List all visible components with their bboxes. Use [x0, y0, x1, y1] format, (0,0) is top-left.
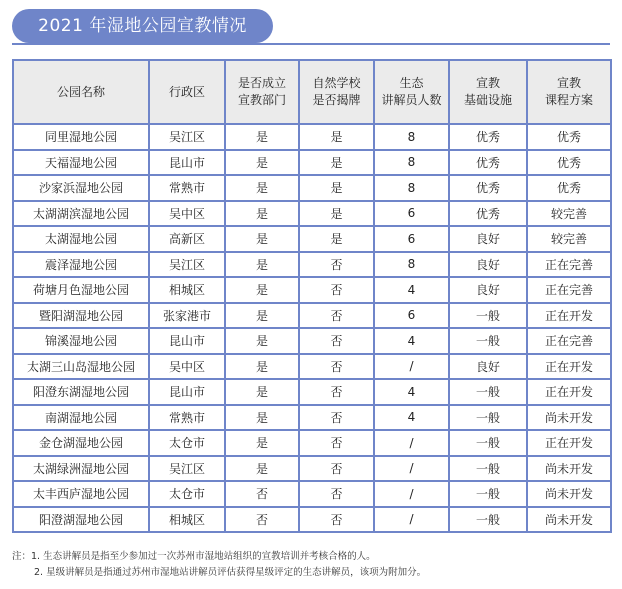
table-cell: 优秀	[449, 175, 527, 201]
table-cell: 否	[299, 277, 374, 303]
table-cell: 太仓市	[149, 481, 225, 507]
column-header-line: 自然学校	[312, 76, 361, 90]
table-cell: 良好	[449, 354, 527, 380]
table-cell: 6	[374, 201, 449, 227]
table-cell: 否	[299, 456, 374, 482]
table-row	[13, 507, 611, 533]
table-cell: 4	[374, 405, 449, 431]
column-header	[299, 60, 374, 124]
table-cell: 优秀	[449, 150, 527, 176]
column-header-line: 是否成立	[237, 76, 286, 90]
table-cell: 沙家浜湿地公园	[13, 175, 149, 201]
table-cell: 吴江区	[149, 456, 225, 482]
table-cell: 昆山市	[149, 379, 225, 405]
column-header	[527, 60, 611, 124]
table-cell: 正在开发	[527, 303, 611, 329]
table-cell: 否	[225, 481, 299, 507]
table-cell: 是	[225, 405, 299, 431]
table-cell: 太仓市	[149, 430, 225, 456]
title-underline	[12, 43, 610, 45]
table-row	[13, 354, 611, 380]
table-cell: 金仓湖湿地公园	[13, 430, 149, 456]
table-cell: 正在完善	[527, 277, 611, 303]
table-cell: 否	[299, 354, 374, 380]
table-cell: 太湖三山岛湿地公园	[13, 354, 149, 380]
table-cell: 吴中区	[149, 201, 225, 227]
column-header	[374, 60, 449, 124]
table-cell: 优秀	[527, 124, 611, 150]
table-cell: 是	[299, 124, 374, 150]
table-cell: 正在开发	[527, 379, 611, 405]
table-cell: 一般	[449, 405, 527, 431]
table-row	[13, 277, 611, 303]
table-cell: 优秀	[527, 150, 611, 176]
table-cell: /	[374, 456, 449, 482]
column-header-line: 宣教	[475, 76, 500, 90]
table-cell: 良好	[449, 226, 527, 252]
table-cell: 常熟市	[149, 175, 225, 201]
table-row	[13, 201, 611, 227]
table-cell: 4	[374, 277, 449, 303]
table-cell: 太丰西庐湿地公园	[13, 481, 149, 507]
table-cell: 昆山市	[149, 328, 225, 354]
table-cell: 暨阳湖湿地公园	[13, 303, 149, 329]
table-cell: 较完善	[527, 201, 611, 227]
column-header-line: 生态	[399, 76, 424, 90]
table-cell: /	[374, 430, 449, 456]
table-cell: 一般	[449, 328, 527, 354]
table-cell: 尚未开发	[527, 507, 611, 533]
column-header-line: 讲解员人数	[381, 93, 442, 107]
table-row	[13, 379, 611, 405]
table-cell: 8	[374, 150, 449, 176]
table-cell: 荷塘月色湿地公园	[13, 277, 149, 303]
table-cell: 较完善	[527, 226, 611, 252]
table-cell: 良好	[449, 277, 527, 303]
table-cell: 锦溪湿地公园	[13, 328, 149, 354]
table-cell: 是	[225, 328, 299, 354]
footnote-1: 注：1. 生态讲解员是指至少参加过一次苏州市湿地站组织的宣教培训并考核合格的人。	[12, 551, 376, 562]
table-cell: 是	[225, 124, 299, 150]
column-header	[13, 60, 149, 124]
column-header-line: 行政区	[168, 84, 205, 99]
table-cell: 阳澄东湖湿地公园	[13, 379, 149, 405]
table-cell: 否	[299, 252, 374, 278]
table-row	[13, 303, 611, 329]
column-header-line: 是否揭牌	[312, 93, 361, 107]
table-cell: 否	[299, 328, 374, 354]
table-cell: 昆山市	[149, 150, 225, 176]
table-cell: 是	[225, 226, 299, 252]
column-header	[449, 60, 527, 124]
page-title: 2021 年湿地公园宣教情况	[12, 9, 273, 43]
table-cell: 吴江区	[149, 124, 225, 150]
column-header-line: 课程方案	[544, 93, 593, 107]
table-cell: 6	[374, 226, 449, 252]
table-row	[13, 456, 611, 482]
table-cell: 6	[374, 303, 449, 329]
table-row	[13, 226, 611, 252]
column-header	[225, 60, 299, 124]
table-cell: 优秀	[449, 124, 527, 150]
table-cell: 否	[299, 481, 374, 507]
table-cell: 4	[374, 328, 449, 354]
table-row	[13, 124, 611, 150]
table-cell: 震泽湿地公园	[13, 252, 149, 278]
table-cell: 是	[299, 175, 374, 201]
table-cell: /	[374, 481, 449, 507]
table-cell: /	[374, 507, 449, 533]
table-cell: 正在完善	[527, 252, 611, 278]
table-cell: 8	[374, 252, 449, 278]
table-cell: 南湖湿地公园	[13, 405, 149, 431]
table-cell: 太湖绿洲湿地公园	[13, 456, 149, 482]
table-cell: 一般	[449, 456, 527, 482]
table-cell: 尚未开发	[527, 481, 611, 507]
table-cell: 4	[374, 379, 449, 405]
table-cell: 相城区	[149, 277, 225, 303]
table-cell: 8	[374, 175, 449, 201]
table-cell: 同里湿地公园	[13, 124, 149, 150]
footnotes	[12, 549, 610, 581]
table-cell: 一般	[449, 379, 527, 405]
wetland-education-table	[12, 59, 612, 533]
column-header-line: 宣教部门	[237, 93, 286, 107]
table-cell: 张家港市	[149, 303, 225, 329]
table-row	[13, 175, 611, 201]
table-cell: 否	[299, 430, 374, 456]
table-cell: 是	[299, 226, 374, 252]
table-cell: 太湖湿地公园	[13, 226, 149, 252]
table-cell: 是	[225, 456, 299, 482]
table-cell: 否	[225, 507, 299, 533]
table-cell: 良好	[449, 252, 527, 278]
table-cell: 优秀	[449, 201, 527, 227]
table-cell: 正在完善	[527, 328, 611, 354]
table-cell: 是	[299, 150, 374, 176]
table-cell: 是	[225, 379, 299, 405]
table-cell: 吴中区	[149, 354, 225, 380]
table-cell: 否	[299, 379, 374, 405]
table-cell: 是	[299, 201, 374, 227]
table-cell: 是	[225, 252, 299, 278]
table-cell: 否	[299, 507, 374, 533]
table-cell: 否	[299, 303, 374, 329]
table-cell: 高新区	[149, 226, 225, 252]
table-cell: 太湖湖滨湿地公园	[13, 201, 149, 227]
table-cell: 一般	[449, 481, 527, 507]
table-row	[13, 405, 611, 431]
table-cell: 8	[374, 124, 449, 150]
table-row	[13, 481, 611, 507]
table-cell: 一般	[449, 303, 527, 329]
table-cell: 优秀	[527, 175, 611, 201]
table-cell: 是	[225, 150, 299, 176]
table-cell: 常熟市	[149, 405, 225, 431]
table-row	[13, 150, 611, 176]
table-cell: 阳澄湖湿地公园	[13, 507, 149, 533]
column-header	[149, 60, 225, 124]
table-cell: 正在开发	[527, 354, 611, 380]
table-cell: 是	[225, 175, 299, 201]
table-row	[13, 430, 611, 456]
footnote-2: 2. 星级讲解员是指通过苏州市湿地站讲解员评估获得星级评定的生态讲解员，该项为附加分。	[34, 567, 427, 578]
table-header-row	[13, 60, 611, 124]
table-cell: 是	[225, 303, 299, 329]
table-cell: 尚未开发	[527, 405, 611, 431]
table-cell: 一般	[449, 507, 527, 533]
table-cell: 否	[299, 405, 374, 431]
table-row	[13, 252, 611, 278]
table-cell: 一般	[449, 430, 527, 456]
table-cell: 正在开发	[527, 430, 611, 456]
table-cell: 天福湿地公园	[13, 150, 149, 176]
table-cell: 是	[225, 277, 299, 303]
table-cell: 是	[225, 201, 299, 227]
table-cell: 尚未开发	[527, 456, 611, 482]
column-header-line: 基础设施	[463, 93, 512, 107]
table-cell: 相城区	[149, 507, 225, 533]
table-cell: 是	[225, 430, 299, 456]
column-header-line: 公园名称	[56, 84, 105, 99]
table-cell: /	[374, 354, 449, 380]
table-cell: 是	[225, 354, 299, 380]
table-cell: 吴江区	[149, 252, 225, 278]
column-header-line: 宣教	[556, 76, 581, 90]
table-row	[13, 328, 611, 354]
